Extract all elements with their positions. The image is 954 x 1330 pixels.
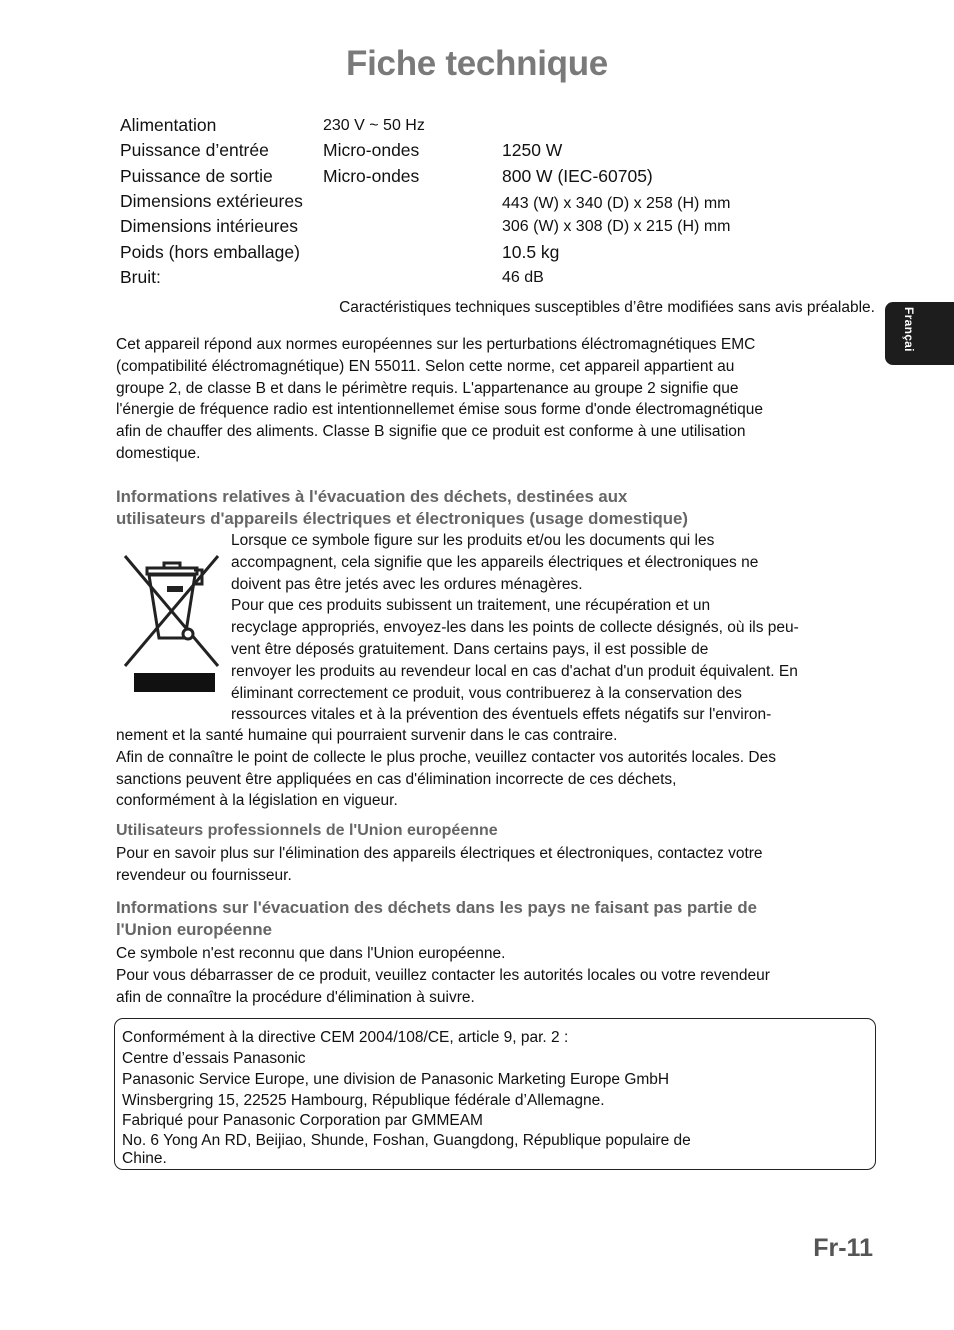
box-line: Chine. <box>122 1150 167 1167</box>
text-line: afin de chauffer des aliments. Classe B signifie que ce produit est conforme à une utilisation <box>116 423 746 441</box>
spec-mode: Micro-ondes <box>323 166 420 186</box>
spec-label: Puissance de sortie <box>120 166 273 186</box>
heading-line: l'Union européenne <box>116 920 272 939</box>
text-line: domestique. <box>116 444 201 462</box>
text-line: Lorsque ce symbole figure sur les produits et/ou les documents qui les <box>231 532 715 549</box>
box-line: Winsbergring 15, 22525 Hambourg, République fédérale d’Allemagne. <box>122 1092 605 1109</box>
text-line: Pour vous débarrasser de ce produit, veuillez contacter les autorités locales ou votre revendeur <box>116 966 770 984</box>
text-line: Afin de connaître le point de collecte le plus proche, veuillez contacter vos autorités locales. Des <box>116 748 776 766</box>
box-line: Fabriqué pour Panasonic Corporation par GMMEAM <box>122 1112 483 1129</box>
box-line: No. 6 Yong An RD, Beijiao, Shunde, Foshan, Guangdong, République populaire de <box>122 1132 691 1149</box>
disposal-paragraph <box>231 530 799 726</box>
spec-label: Alimentation <box>120 115 217 135</box>
spec-value: 46 dB <box>502 269 544 286</box>
text-line: conformément à la législation en vigueur. <box>116 792 398 810</box>
heading-line: Informations relatives à l'évacuation des déchets, destinées aux <box>116 487 628 506</box>
language-tab <box>885 302 954 365</box>
text-line: sanctions peuvent être appliquées en cas d'élimination incorrecte de ces déchets, <box>116 770 677 788</box>
box-line: Centre d’essais Panasonic <box>122 1050 306 1067</box>
disposal-heading <box>116 486 688 530</box>
spec-value: 443 (W) x 340 (D) x 258 (H) mm <box>502 195 731 212</box>
outside-eu-paragraph <box>116 943 770 1008</box>
text-line: éliminant correctement ce produit, vous contribuerez à la conservation des <box>231 684 742 702</box>
text-line: l'énergie de fréquence radio est intentionnellemet émise sous forme d'onde électromagnétique <box>116 401 763 419</box>
crossed-out-bin-icon <box>122 548 222 698</box>
text-line: accompagnent, cela signifie que les appareils électriques et électroniques ne <box>231 553 759 571</box>
text-line: groupe 2, de classe B et dans le périmètre requis. L'appartenance au groupe 2 signifie que <box>116 379 739 397</box>
text-line: recyclage appropriés, envoyez-les dans les points de collecte désignés, où ils peu- <box>231 619 799 637</box>
text-line: renvoyer les produits au revendeur local en cas d'achat d'un produit équivalent. En <box>231 662 798 680</box>
box-line: Conformément à la directive CEM 2004/108/CE, article 9, par. 2 : <box>122 1029 569 1046</box>
spec-mode: Micro-ondes <box>323 140 420 160</box>
text-line: vent être déposés gratuitement. Dans certains pays, il est possible de <box>231 640 709 658</box>
spec-value: 306 (W) x 308 (D) x 215 (H) mm <box>502 218 731 235</box>
heading-line: utilisateurs d'appareils électriques et électroniques (usage domestique) <box>116 509 688 528</box>
conformity-box <box>114 1018 876 1170</box>
emc-paragraph <box>116 334 763 465</box>
text-line: Pour en savoir plus sur l'élimination des appareils électriques et électroniques, contactez votre <box>116 845 763 862</box>
text-line: afin de connaître la procédure d'élimination à suivre. <box>116 988 475 1006</box>
text-line: Ce symbole n'est reconnu que dans l'Union européenne. <box>116 945 506 962</box>
spec-label: Puissance d’entrée <box>120 140 269 160</box>
text-line: revendeur ou fournisseur. <box>116 866 292 884</box>
text-line: doivent pas être jetés avec les ordures ménagères. <box>231 575 583 593</box>
professional-paragraph <box>116 843 763 887</box>
spec-label: Dimensions intérieures <box>120 216 298 236</box>
spec-label: Poids (hors emballage) <box>120 242 300 262</box>
disposal-paragraph-continued <box>116 725 776 812</box>
page-title: Fiche technique <box>346 44 608 83</box>
spec-value: 230 V ~ 50 Hz <box>323 117 425 134</box>
text-line: Pour que ces produits subissent un traitement, une récupération et un <box>231 597 711 615</box>
page-number: Fr-11 <box>813 1234 873 1262</box>
text-line: ressources vitales et à la prévention des éventuels effets négatifs sur l'environ- <box>231 706 772 724</box>
box-line: Panasonic Service Europe, une division de Panasonic Marketing Europe GmbH <box>122 1071 670 1088</box>
spec-label: Bruit: <box>120 267 161 287</box>
text-line: Cet appareil répond aux normes européennes sur les perturbations éléctromagnétiques EMC <box>116 336 756 353</box>
spec-label: Dimensions extérieures <box>120 191 303 211</box>
spec-value: 1250 W <box>502 140 563 160</box>
spec-note: Caractéristiques techniques susceptibles d’être modifiées sans avis préalable. <box>339 299 875 316</box>
outside-eu-heading <box>116 897 757 941</box>
heading-line: Informations sur l'évacuation des déchets dans les pays ne faisant pas partie de <box>116 898 757 917</box>
spec-value: 10.5 kg <box>502 242 560 262</box>
spec-value: 800 W (IEC-60705) <box>502 166 653 186</box>
professional-heading: Utilisateurs professionnels de l'Union européenne <box>116 822 498 839</box>
text-line: nement et la santé humaine qui pourraient survenir dans le cas contraire. <box>116 727 618 744</box>
language-tab-label: Françai <box>902 307 916 352</box>
text-line: (compatibilité éléctromagnétique) EN 55011. Selon cette norme, cet appareil appartient au <box>116 357 735 375</box>
